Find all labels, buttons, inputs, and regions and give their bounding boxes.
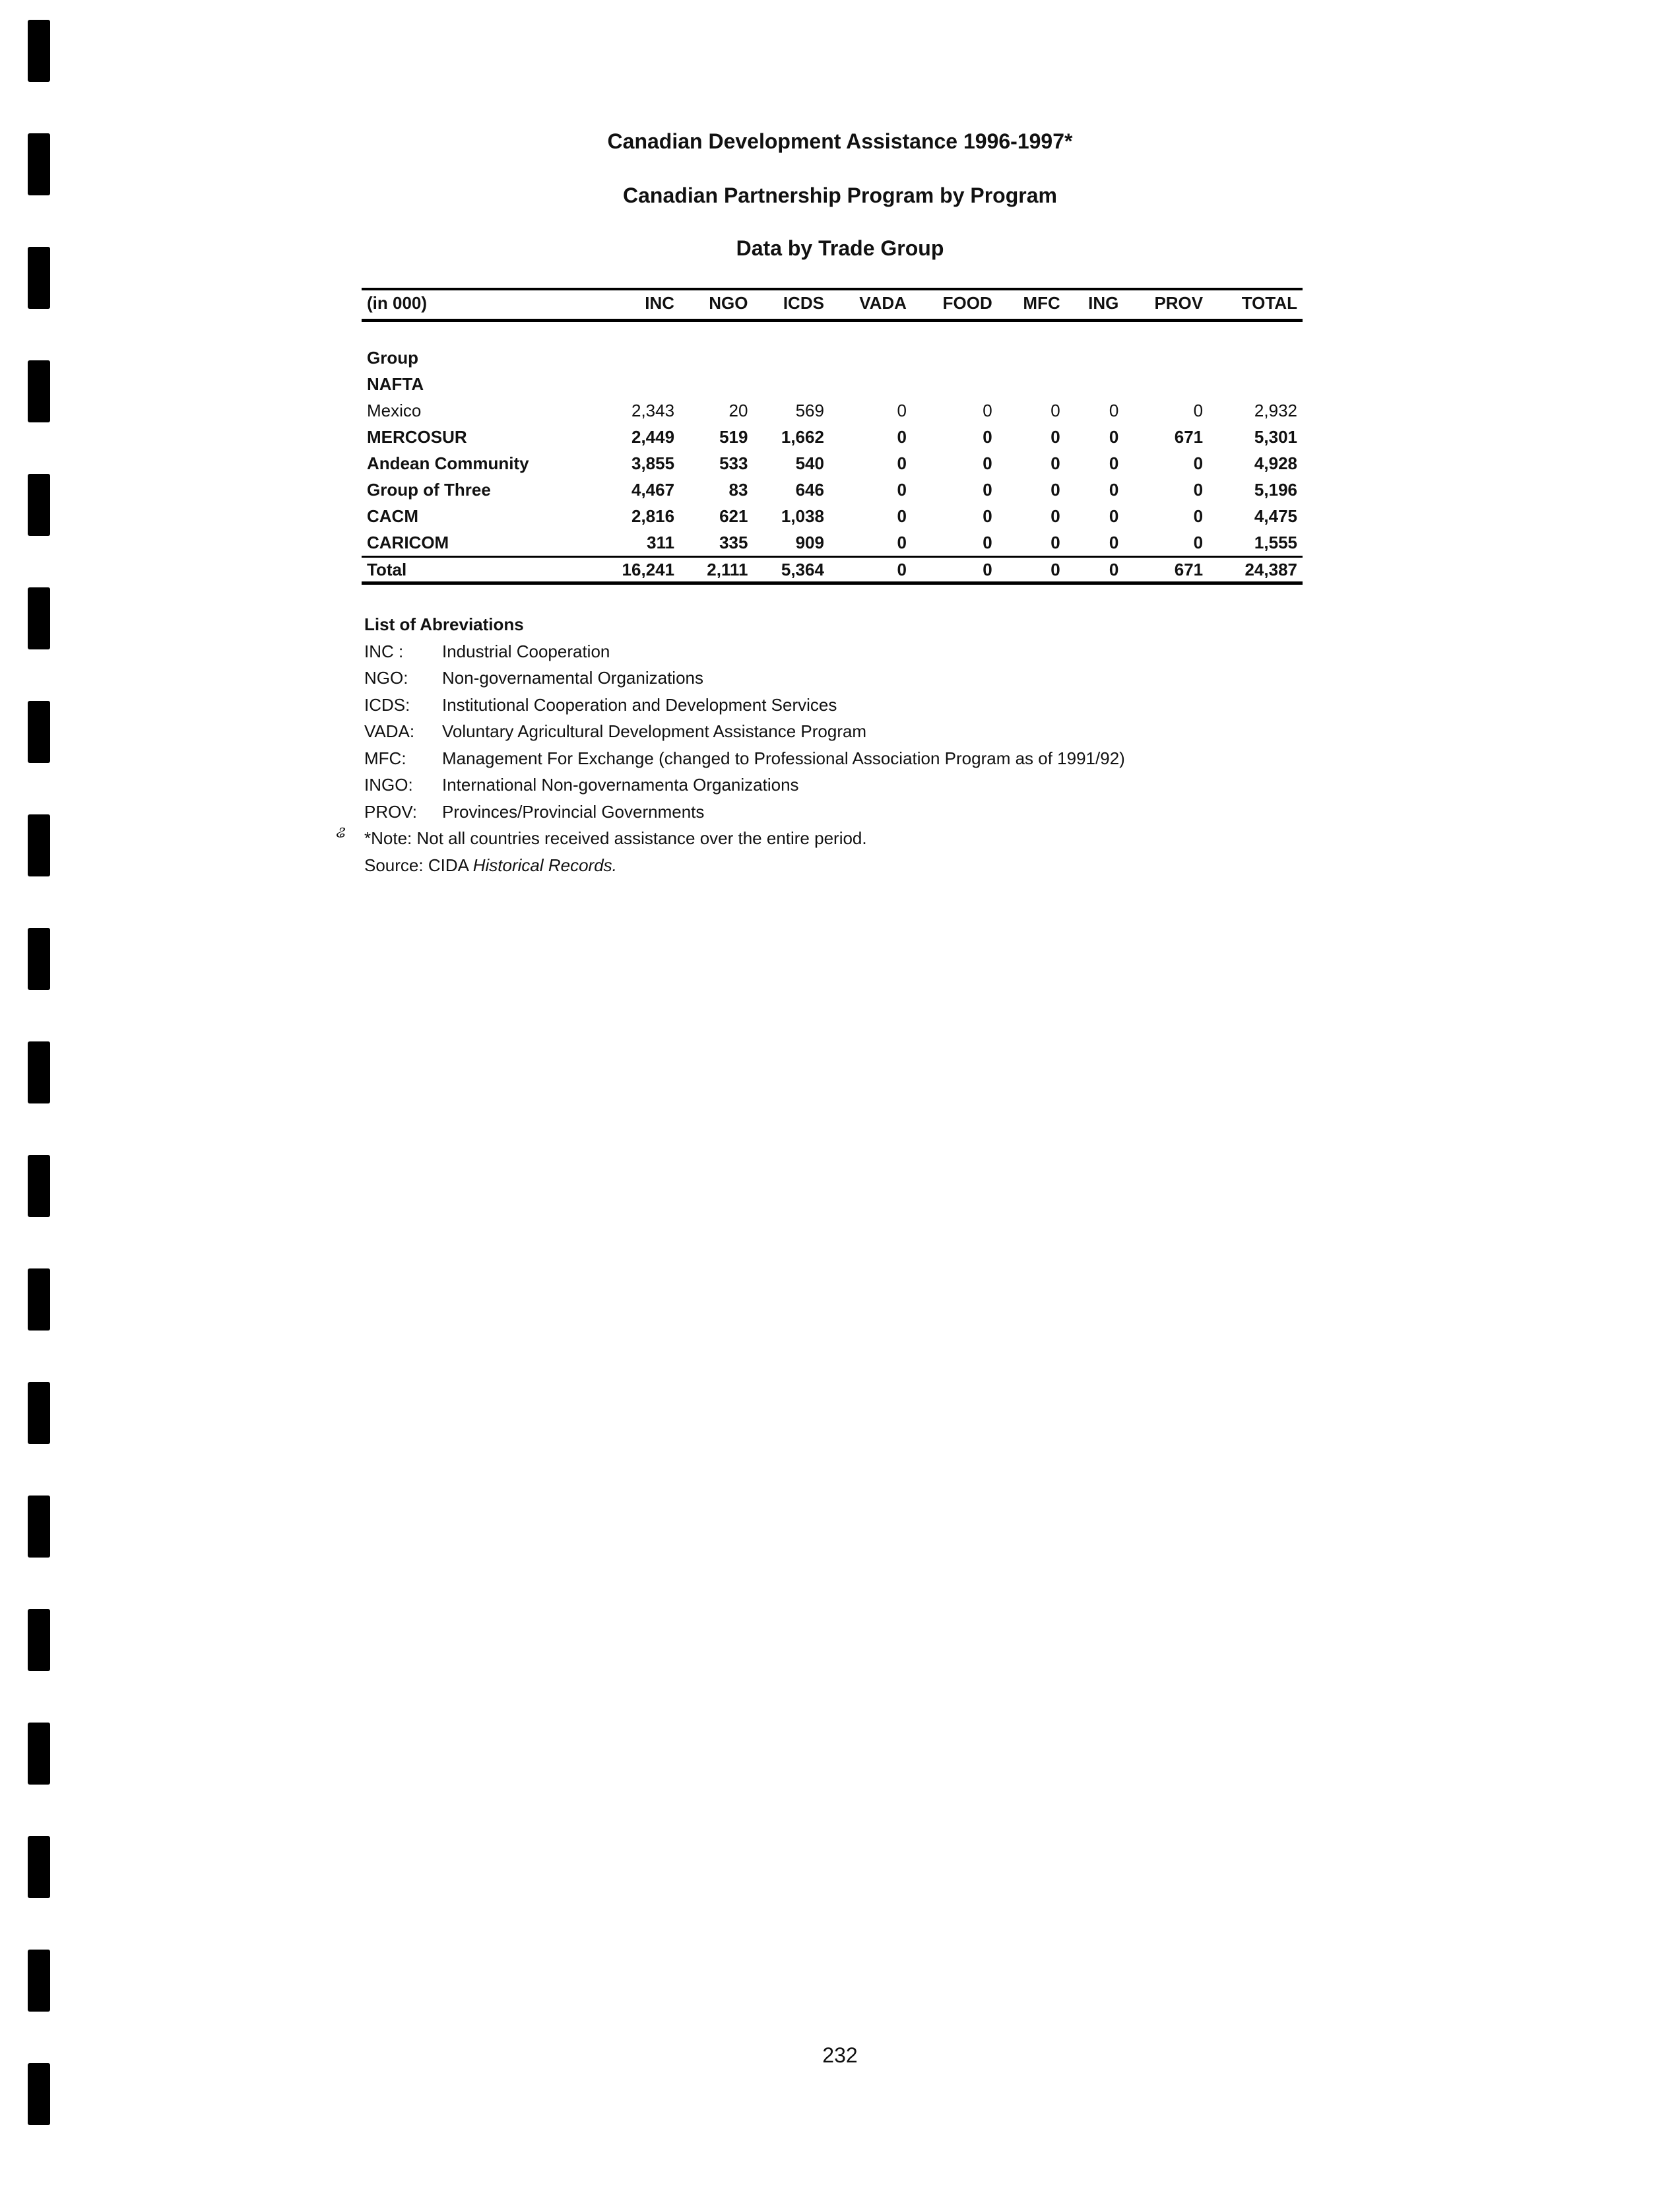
table-cell: 16,241 (590, 557, 680, 583)
row-label: Andean Community (367, 453, 529, 473)
source-line (364, 852, 1125, 879)
abbreviation-key: MFC: (364, 748, 406, 768)
abbreviation-list (364, 638, 1125, 826)
punch-mark (28, 1496, 50, 1558)
table-cell: 2,111 (680, 557, 753, 583)
table-cell: 0 (998, 557, 1066, 583)
abbreviation-key: VADA: (364, 721, 415, 741)
abbreviation-value: Institutional Cooperation and Development Services (442, 694, 837, 715)
table-cell: 2,449 (631, 426, 675, 447)
abbreviation-item (364, 665, 1125, 692)
table-cell: 0 (1109, 532, 1119, 552)
table-cell: 3,855 (631, 453, 675, 473)
punch-mark (28, 1609, 50, 1671)
table-row (362, 397, 1303, 424)
table-cell: 4,475 (1254, 506, 1297, 526)
table-cell: 0 (983, 506, 992, 526)
abbreviation-notes (364, 611, 1125, 878)
table-cell: 0 (1109, 453, 1119, 473)
table-cell: 0 (983, 479, 992, 500)
table-cell: 671 (1174, 426, 1204, 447)
abbreviation-value: Non-governamental Organizations (442, 668, 703, 688)
abbreviation-key: PROV: (364, 801, 417, 822)
table-cell: 519 (719, 426, 748, 447)
row-label: CARICOM (367, 532, 449, 552)
table-cell: 533 (719, 453, 748, 473)
table-cell: 621 (719, 506, 748, 526)
table-cell: 5,364 (753, 557, 829, 583)
table-cell: 0 (1050, 453, 1060, 473)
table-cell: 0 (1109, 506, 1119, 526)
table-cell: 0 (1050, 400, 1060, 420)
table-cell: 0 (1050, 532, 1060, 552)
table-cell: 24,387 (1208, 557, 1303, 583)
table-cell: 83 (728, 479, 748, 500)
column-header: TOTAL (1208, 289, 1303, 321)
table-body (362, 321, 1303, 583)
abbreviation-item (364, 745, 1125, 772)
column-header: MFC (998, 289, 1066, 321)
punch-mark (28, 1041, 50, 1103)
table-cell: 0 (983, 453, 992, 473)
table-cell: 646 (795, 479, 824, 500)
punch-mark (28, 474, 50, 536)
table-cell: 1,038 (781, 506, 824, 526)
table-cell: 4,928 (1254, 453, 1297, 473)
abbreviation-value: International Non-governamenta Organizations (442, 775, 799, 795)
table-cell: 1,555 (1254, 532, 1297, 552)
table-cell: 0 (983, 426, 992, 447)
punch-mark (28, 701, 50, 763)
abbreviation-item (364, 718, 1125, 745)
source-prefix: Source: CIDA (364, 855, 473, 875)
abbreviation-value: Industrial Cooperation (442, 641, 610, 661)
punch-mark (28, 1382, 50, 1444)
group-label: Group (367, 347, 418, 368)
punch-mark (28, 1723, 50, 1785)
punch-mark (28, 1950, 50, 2012)
abbreviation-item (364, 772, 1125, 799)
column-header: INC (590, 289, 680, 321)
column-header: ICDS (753, 289, 829, 321)
abbreviation-value: Voluntary Agricultural Development Assistance Program (442, 721, 867, 741)
abbreviation-item (364, 638, 1125, 665)
table-cell: 1,662 (781, 426, 824, 447)
table-cell: 0 (829, 557, 912, 583)
table-cell: 0 (897, 453, 907, 473)
table-cell: 0 (897, 426, 907, 447)
footnote: *Note: Not all countries received assistance over the entire period. (364, 828, 867, 848)
table-cell: 0 (1109, 400, 1119, 420)
row-label: CACM (367, 506, 418, 526)
table-cell: 5,196 (1254, 479, 1297, 500)
column-header: (in 000) (362, 289, 590, 321)
table-row (362, 529, 1303, 557)
table-cell: 0 (983, 400, 992, 420)
table-cell: 540 (795, 453, 824, 473)
table-cell: 569 (795, 400, 824, 420)
abbreviation-key: INC : (364, 641, 404, 661)
group-name: NAFTA (367, 374, 424, 394)
table-cell: 0 (1050, 479, 1060, 500)
abbreviation-key: INGO: (364, 775, 413, 795)
table-cell: 0 (1193, 532, 1204, 552)
row-label: Group of Three (367, 479, 491, 500)
table-row (362, 424, 1303, 450)
table-cell: 0 (1193, 453, 1204, 473)
abbreviations-heading: List of Abreviations (364, 614, 524, 634)
row-label: Mexico (367, 400, 422, 420)
table-cell: 5,301 (1254, 426, 1297, 447)
abbreviation-value: Management For Exchange (changed to Professional Association Program as of 1991/92) (442, 748, 1125, 768)
table-cell: 2,343 (631, 400, 675, 420)
column-header: PROV (1124, 289, 1208, 321)
table-cell: 20 (728, 400, 748, 420)
table-cell: 0 (1193, 506, 1204, 526)
source-title: Historical Records. (472, 855, 617, 875)
table-cell: 0 (897, 400, 907, 420)
table-row (362, 477, 1303, 503)
document-title: Canadian Development Assistance 1996-1997* (607, 129, 1073, 153)
abbreviation-item (364, 692, 1125, 719)
abbreviation-key: ICDS: (364, 694, 410, 715)
table-cell: 311 (647, 532, 675, 552)
column-header: NGO (680, 289, 753, 321)
group-label-row (362, 345, 1303, 371)
table-cell: 671 (1124, 557, 1208, 583)
table-row (362, 450, 1303, 477)
punch-mark (28, 1155, 50, 1217)
punch-mark (28, 2063, 50, 2125)
table-cell: 0 (1109, 479, 1119, 500)
table-cell: 335 (719, 532, 748, 552)
punch-mark (28, 1836, 50, 1898)
total-row (362, 557, 1303, 583)
table-cell: 0 (1066, 557, 1124, 583)
handwritten-mark: ଌ (335, 824, 345, 841)
row-label: MERCOSUR (367, 426, 467, 447)
table-cell: 0 (1050, 506, 1060, 526)
document-subtitle: Canadian Partnership Program by Program (623, 183, 1057, 207)
row-label: Total (362, 557, 590, 583)
table-cell: 0 (897, 506, 907, 526)
table-cell: 0 (1193, 479, 1204, 500)
column-header: VADA (829, 289, 912, 321)
abbreviation-key: NGO: (364, 668, 408, 688)
table-header-row (362, 289, 1303, 321)
page-number: 232 (822, 2043, 858, 2067)
table-cell: 0 (897, 532, 907, 552)
punch-mark (28, 814, 50, 876)
data-table (362, 288, 1303, 585)
table-cell: 0 (912, 557, 998, 583)
group-name-row (362, 371, 1303, 397)
table-cell: 909 (795, 532, 824, 552)
table-cell: 0 (1109, 426, 1119, 447)
punch-mark (28, 360, 50, 422)
table-cell: 4,467 (631, 479, 675, 500)
column-header: FOOD (912, 289, 998, 321)
column-header: ING (1066, 289, 1124, 321)
table-cell: 0 (1050, 426, 1060, 447)
table-cell: 2,932 (1254, 400, 1297, 420)
punch-mark (28, 928, 50, 990)
table-cell: 2,816 (631, 506, 675, 526)
abbreviation-item (364, 799, 1125, 826)
punch-mark (28, 587, 50, 649)
table-row (362, 503, 1303, 529)
table-cell: 0 (1193, 400, 1204, 420)
table-caption: Data by Trade Group (736, 236, 944, 260)
table-cell: 0 (983, 532, 992, 552)
punch-mark (28, 20, 50, 82)
abbreviation-value: Provinces/Provincial Governments (442, 801, 705, 822)
spacer-row (362, 321, 1303, 345)
table-cell: 0 (897, 479, 907, 500)
punch-mark (28, 1268, 50, 1331)
